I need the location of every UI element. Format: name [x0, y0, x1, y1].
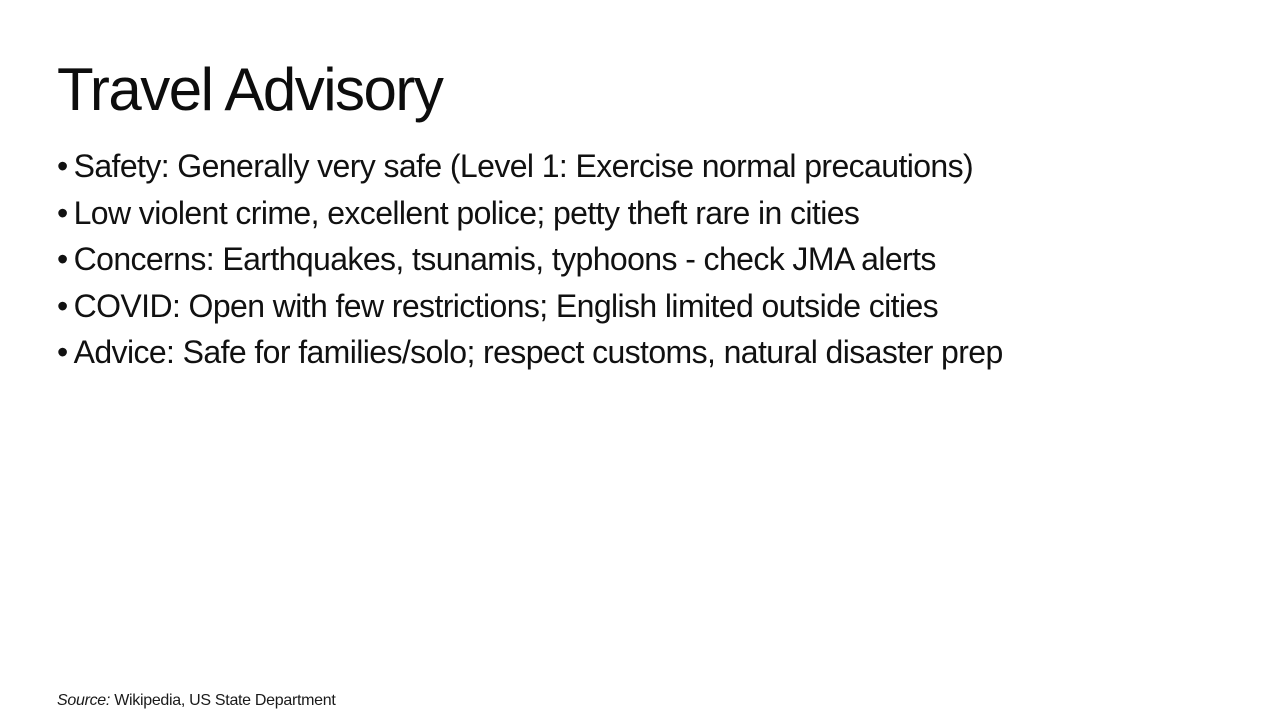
source-label: Source:: [57, 692, 111, 709]
bullet-marker: •: [57, 334, 68, 370]
bullet-item: [57, 190, 1237, 237]
bullet-text: Low violent crime, excellent police; petty theft rare in cities: [73, 194, 860, 231]
bullet-marker: •: [57, 148, 68, 184]
bullet-text: Advice: Safe for families/solo; respect customs, natural disaster prep: [73, 334, 1003, 370]
bullet-text: Safety: Generally very safe (Level 1: Exercise normal precautions): [73, 148, 974, 184]
bullet-item: [57, 143, 1237, 190]
bullet-text: COVID: Open with few restrictions; English limited outside cities: [73, 287, 939, 324]
bullet-marker: •: [57, 194, 68, 231]
bullet-marker: •: [57, 287, 68, 324]
bullet-list: [57, 143, 1237, 376]
bullet-item: [57, 329, 1237, 376]
source-note: [57, 690, 336, 712]
bullet-marker: •: [57, 241, 68, 277]
bullet-text: Concerns: Earthquakes, tsunamis, typhoons - check JMA alerts: [73, 241, 936, 277]
source-text: Wikipedia, US State Department: [114, 692, 336, 709]
slide-title: Travel Advisory: [57, 56, 443, 123]
bullet-item: [57, 283, 1237, 330]
bullet-item: [57, 236, 1237, 283]
